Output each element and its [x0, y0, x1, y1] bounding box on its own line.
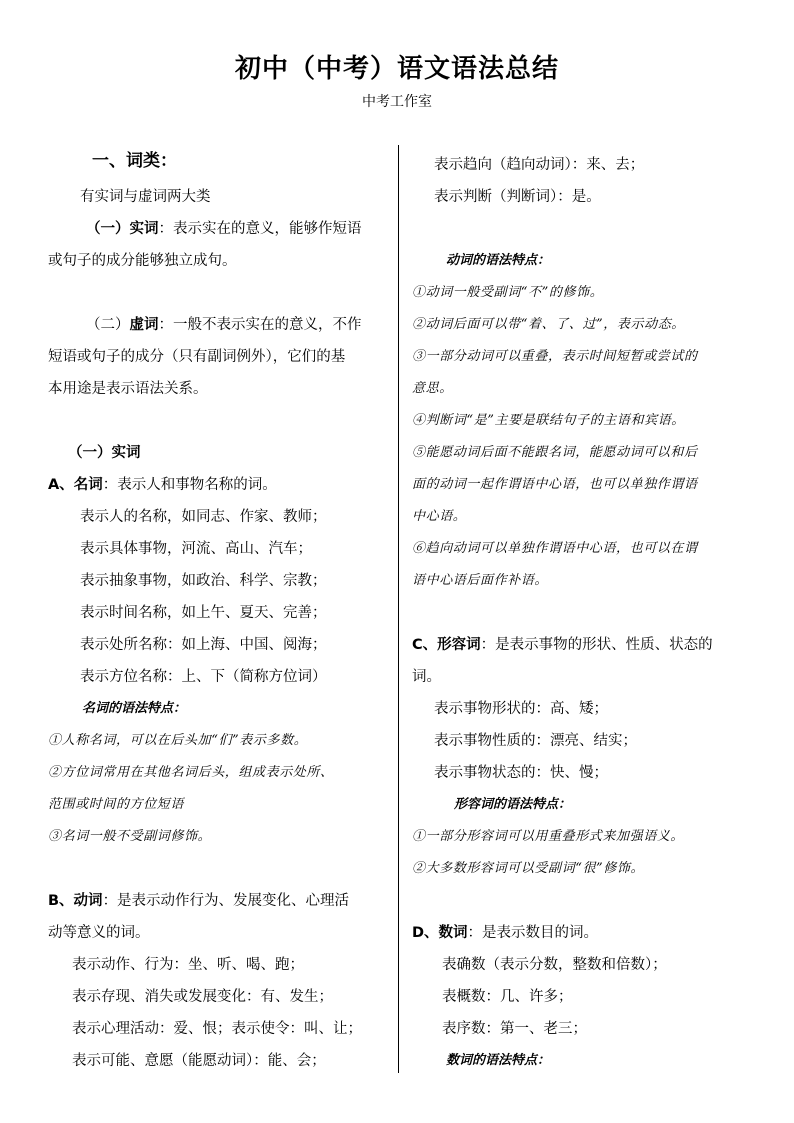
- numeral-definition: D、数词：是表示数目的词。: [412, 925, 599, 941]
- feature-item: ⑤能愿动词后面不能跟名词，能愿动词可以和后: [412, 445, 698, 460]
- verb-label: B、动词: [48, 893, 103, 909]
- section-intro: 有实词与虚词两大类: [80, 189, 211, 205]
- feature-item: 语中心语后面作补语。: [412, 573, 549, 588]
- feature-item: ①一部分形容词可以用重叠形式来加强语义。: [412, 829, 685, 844]
- column-divider: [398, 145, 399, 1073]
- feature-item: 意思。: [412, 381, 453, 396]
- document-title: 初中（中考）语文语法总结: [234, 54, 559, 84]
- list-item: 表示事物性质的：漂亮、结实；: [434, 733, 637, 749]
- list-item: 表确数（表示分数，整数和倍数）；: [442, 957, 667, 973]
- adjective-label: C、形容词: [412, 637, 481, 653]
- numeral-label: D、数词: [412, 925, 468, 941]
- xuci-definition: （二）虚词：一般不表示实在的意义，不作: [86, 317, 362, 333]
- noun-label: A、名词: [48, 477, 103, 493]
- list-item: 表示方位名称：上、下（简称方位词）: [80, 669, 327, 685]
- feature-heading: 形容词的语法特点：: [454, 797, 572, 812]
- list-item: 表示可能、意愿（能愿动词）：能、会；: [72, 1053, 326, 1069]
- list-item: 表示存现、消失或发展变化：有、发生；: [72, 989, 333, 1005]
- adjective-definition-cont: 词。: [412, 669, 441, 685]
- feature-item: ④判断词“是”主要是联结句子的主语和宾语。: [412, 413, 685, 428]
- list-item: 表示事物状态的：快、慢；: [434, 765, 608, 781]
- feature-heading: 名词的语法特点：: [82, 701, 187, 716]
- feature-heading: 数词的语法特点：: [446, 1053, 551, 1068]
- list-item: 表序数：第一、老三；: [442, 1021, 587, 1037]
- noun-definition: A、名词：表示人和事物名称的词。: [48, 477, 277, 493]
- feature-item: ①人称名词，可以在后头加“们”表示多数。: [48, 733, 308, 748]
- xuci-definition-cont: 本用途是表示语法关系。: [48, 381, 208, 397]
- adjective-definition: C、形容词：是表示事物的形状、性质、状态的: [412, 637, 713, 653]
- list-item: 表示动作、行为：坐、听、喝、跑；: [72, 957, 304, 973]
- list-item: 表示事物形状的：高、矮；: [434, 701, 608, 717]
- feature-item: 中心语。: [412, 509, 467, 524]
- xuci-label: 虚词: [129, 317, 159, 333]
- feature-heading: 动词的语法特点：: [446, 253, 551, 268]
- list-item: 表示趋向（趋向动词）：来、去；: [434, 157, 645, 173]
- subsection-heading: （一）实词: [68, 445, 141, 461]
- list-item: 表示心理活动：爱、恨；表示使令：叫、让；: [72, 1021, 362, 1037]
- feature-item: ②动词后面可以带“着、了、过”，表示动态。: [412, 317, 685, 332]
- verb-definition-cont: 动等意义的词。: [48, 925, 150, 941]
- shici-label: （一）实词: [86, 221, 159, 237]
- shici-definition: （一）实词：表示实在的意义，能够作短语: [86, 221, 362, 237]
- feature-item: ⑥趋向动词可以单独作谓语中心语，也可以在谓: [412, 541, 698, 556]
- feature-item: ②方位词常用在其他名词后头，组成表示处所、: [48, 765, 334, 780]
- feature-item: ①动词一般受副词“不”的修饰。: [412, 285, 604, 300]
- feature-item: ③名词一般不受副词修饰。: [48, 829, 212, 844]
- feature-item: ③一部分动词可以重叠，表示时间短暂或尝试的: [412, 349, 698, 364]
- list-item: 表示抽象事物，如政治、科学、宗教；: [80, 573, 327, 589]
- feature-item: 范围或时间的方位短语: [48, 797, 185, 812]
- xuci-definition-cont: 短语或句子的成分（只有副词例外），它们的基: [48, 349, 346, 365]
- document-author: 中考工作室: [362, 94, 432, 110]
- feature-item: 面的动词一起作谓语中心语，也可以单独作谓语: [412, 477, 698, 492]
- verb-definition: B、动词：是表示动作行为、发展变化、心理活: [48, 893, 350, 909]
- list-item: 表示处所名称：如上海、中国、阅海；: [80, 637, 327, 653]
- section-heading: 一、词类：: [92, 151, 177, 171]
- list-item: 表概数：几、许多；: [442, 989, 573, 1005]
- list-item: 表示时间名称，如上午、夏天、完善；: [80, 605, 327, 621]
- feature-item: ②大多数形容词可以受副词“很”修饰。: [412, 861, 645, 876]
- list-item: 表示人的名称，如同志、作家、教师；: [80, 509, 327, 525]
- list-item: 表示判断（判断词）：是。: [434, 189, 601, 205]
- list-item: 表示具体事物，河流、高山、汽车；: [80, 541, 312, 557]
- shici-definition-cont: 或句子的成分能够独立成句。: [48, 253, 237, 269]
